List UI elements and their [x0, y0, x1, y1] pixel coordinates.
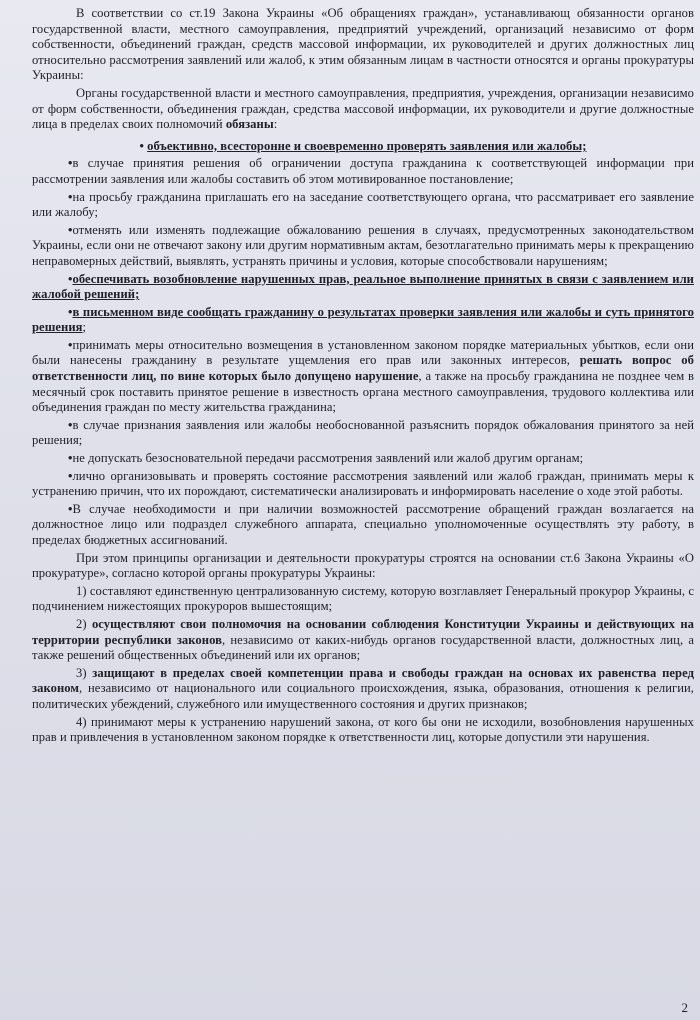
bullet-item-1-text: объективно, всесторонне и своевременно проверять заявления или жалобы;: [147, 138, 587, 153]
bullet-item-10-text: лично организовывать и проверять состояние рассмотрения заявлений или жалоб граждан, принимать меры к устранению причин, что их порождают, систематически анализировать и информировать население о ходе этой работы.: [32, 468, 694, 499]
paragraph-obligations: [32, 86, 694, 133]
bullet-item-8-text: в случае признания заявления или жалобы необоснованной разъяснить порядок обжалования принятого за ней решения;: [32, 417, 694, 448]
numbered-item-3-num: 3): [76, 665, 87, 680]
bullet-item-6-text: в письменном виде сообщать гражданину о результатах проверки заявления или жалобы и суть принятого решения: [32, 304, 694, 335]
numbered-item-3: [32, 666, 694, 713]
bullet-item-5-text: обеспечивать возобновление нарушенных прав, реальное выполнение принятых в связи с заявлением или жалобой решений;: [32, 271, 694, 302]
bullet-item-7: [32, 338, 694, 416]
bullet-item-6-end: ;: [82, 320, 87, 335]
bullet-item-3-text: на просьбу гражданина приглашать его на заседание соответствующего органа, что рассматривает его заявление или жалобу;: [32, 189, 694, 220]
numbered-item-2-num: 2): [76, 616, 87, 631]
obligations-bold: обязаны: [225, 117, 274, 132]
bullet-item-9: [32, 451, 694, 467]
bullet-item-11-text: В случае необходимости и при наличии возможностей рассмотрение обращений граждан возлагается на должностное лицо или подраздел служебного аппарата, специально уполномоченные осуществлять эту работу, в пределах бюджетных ассигнований.: [32, 501, 694, 547]
bullet-item-6: [32, 305, 694, 336]
obligations-text: Органы государственной власти и местного самоуправления, предприятия, учреждения, организации независимо от форм собственности, объединения граждан, средства массовой информации, их руководители и другие должностные лица в пределах своих полномочий: [32, 85, 694, 132]
numbered-item-3-text: , независимо от национального или социального происхождения, языка, образования, отношения к религии, политических убеждений, служебного или имущественного состояния и других признаков;: [32, 681, 694, 711]
numbered-item-2-bold: осуществляют свои полномочия на основании соблюдения Конституции Украины и действующих на территории республики законов: [32, 616, 694, 647]
bullet-item-4: [32, 223, 694, 270]
bullet-item-7-bold: решать вопрос об ответственности лиц, по вине которых было допущено нарушение: [32, 353, 694, 384]
bullet-item-7-text-b: , а также на просьбу гражданина не позднее чем в месячный срок поставить принятое решение в известность органа местного самоуправления, трудового коллектива или объединения граждан по месту жительства гражданина;: [32, 369, 694, 415]
paragraph-intro: В соответствии со ст.19 Закона Украины «Об обращениях граждан», устанавливающ обязанности органов государственной власти, местного самоуправления, предприятий учреждений, организаций независимо от форм собственности, объединений граждан, средств массовой информации, их руководителей и других должностных лиц относительно рассмотрения заявлений или жалоб, к этим обязанным лицам в частности относятся и органы прокуратуры Украины:: [32, 6, 694, 83]
bullet-item-4-text: отменять или изменять подлежащие обжалованию решения в случаях, предусмотренных законодательством Украины, если они не отвечают закону или другим нормативным актам, безотлагательно принимать меры к прекращению неправомерных действий, выявлять, устранять причины и условия, которые способствовали нарушениям;: [32, 222, 694, 268]
bullet-item-7-text-a: принимать меры относительно возмещения в установленном законом порядке материальных убытков, если они были нанесены гражданину в результате ущемления его прав или законных интересов,: [32, 337, 694, 368]
bullet-item-10: [32, 469, 694, 500]
bullet-item-5: [32, 272, 694, 303]
bullet-item-11: [32, 502, 694, 549]
paragraph-prosecution-principles: При этом принципы организации и деятельности прокуратуры строятся на основании ст.6 Закона Украины «О прокуратуре», согласно которой органы прокуратуры Украины:: [32, 550, 694, 581]
bullet-item-9-text: не допускать безосновательной передачи рассмотрения заявлений или жалоб другим органам;: [72, 451, 584, 466]
numbered-item-4: 4) принимают меры к устранению нарушений закона, от кого бы они не исходили, возобновления нарушенных прав и привлечения в установленном законом порядке к ответственности лиц, которые допустили эти нарушения.: [32, 714, 694, 745]
numbered-item-2: [32, 617, 694, 664]
bullet-item-2-text: в случае принятия решения об ограничении доступа гражданина к соответствующей информации при рассмотрении заявления или жалобы составить об этом мотивированное постановление;: [32, 156, 694, 186]
bullet-item-1: • объективно, всесторонне и своевременно проверять заявления или жалобы;: [139, 138, 587, 153]
numbered-item-2-text: , независимо от каких-нибудь органов государственной власти, должностных лиц, а также решений общественных объединений или их органов;: [32, 632, 694, 663]
page-number: 2: [681, 1000, 688, 1015]
bullet-item-2: [32, 156, 694, 187]
numbered-item-3-bold: защищают в пределах своей компетенции права и свободы граждан на основах их равенства перед законом: [32, 665, 694, 696]
numbered-item-1: 1) составляют единственную централизованную систему, которую возглавляет Генеральный прокурор Украины, с подчинением нижестоящих прокуроров вышестоящим;: [32, 583, 694, 614]
bullet-item-3: [32, 190, 694, 221]
bullet-item-8: [32, 418, 694, 449]
obligations-colon: :: [273, 117, 278, 132]
